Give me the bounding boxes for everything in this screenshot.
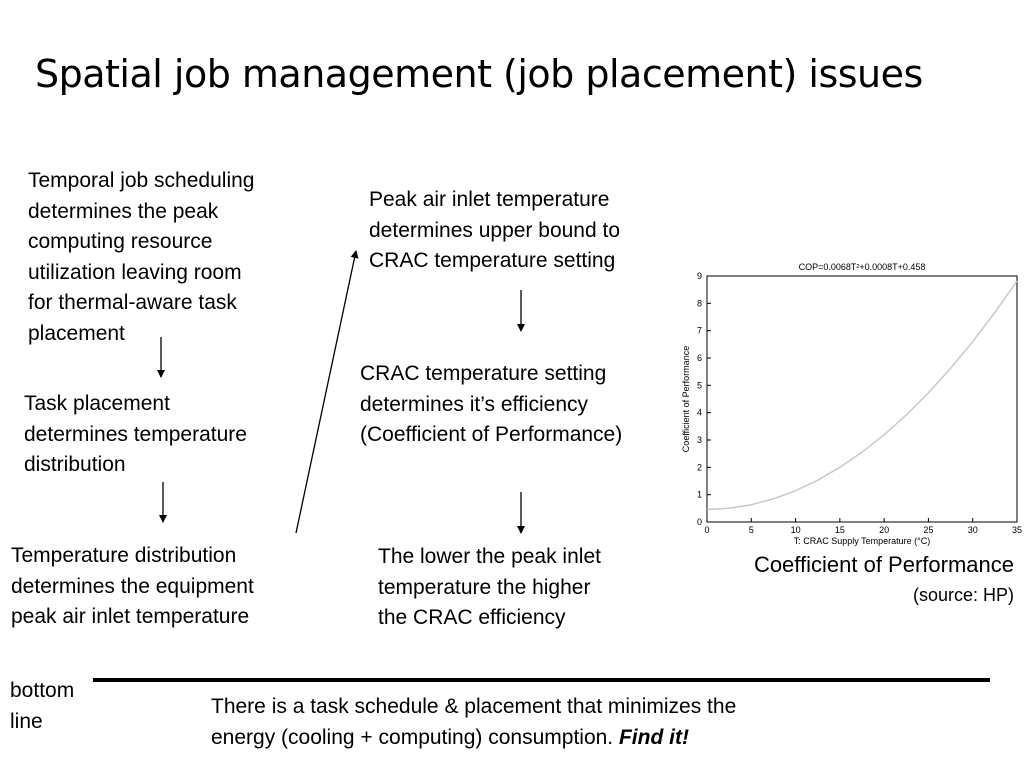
bottom-label-line: line [10, 710, 43, 733]
y-tick-label: 7 [696, 325, 702, 336]
cop-series-line [707, 281, 1017, 509]
text-line: (Coefficient of Performance) [360, 423, 623, 446]
text-line: determines the equipment [11, 574, 254, 598]
y-tick-label: 8 [696, 298, 702, 309]
bottom-line-label [10, 675, 74, 737]
y-tick-label: 9 [696, 271, 702, 281]
text-line: determines upper bound to [369, 218, 621, 242]
y-axis-label: Coefficient of Performance [681, 345, 691, 453]
find-it-emphasis: Find it! [618, 726, 689, 749]
bottom-line-text [211, 691, 736, 753]
slide-title: Spatial job management (job placement) issues [35, 52, 923, 96]
text-line: Temporal job scheduling [28, 169, 255, 192]
y-tick-label: 2 [696, 462, 702, 473]
text-line: distribution [24, 453, 126, 476]
text-line: The lower the peak inlet [378, 545, 601, 568]
text-line: Task placement [24, 392, 170, 415]
bottom-text-line: There is a task schedule & placement that minimizes the [211, 695, 737, 718]
x-tick-label: 0 [704, 525, 710, 535]
y-tick-label: 0 [696, 517, 702, 527]
chart-title: COP=0.0068T²+0.0008T+0.458 [798, 262, 926, 272]
chart-caption: Coefficient of Performance [753, 552, 1014, 577]
cop-chart [672, 256, 1022, 551]
text-line: CRAC temperature setting [360, 362, 607, 385]
text-line: Temperature distribution [11, 544, 237, 567]
plot-frame [707, 276, 1017, 522]
text-line: peak air inlet temperature [11, 605, 250, 628]
text-line: Peak air inlet temperature [369, 188, 610, 211]
text-line: utilization leaving room [28, 260, 242, 284]
bottom-label-line: bottom [10, 679, 75, 702]
y-tick-label: 1 [696, 489, 702, 500]
bottom-text-prefix: energy (cooling + computing) consumption. [211, 726, 619, 749]
text-line: CRAC temperature setting [369, 249, 616, 272]
x-tick-label: 25 [923, 525, 934, 535]
x-tick-label: 30 [967, 525, 978, 535]
text-line: placement [28, 321, 125, 345]
text-line: determines the peak [28, 199, 219, 223]
x-tick-label: 10 [790, 525, 801, 535]
x-tick-label: 20 [879, 525, 890, 535]
chart-source: (source: HP) [912, 585, 1014, 605]
text-line: temperature the higher [378, 575, 591, 599]
x-axis-label: T: CRAC Supply Temperature (°C) [793, 536, 931, 546]
arrow-diagonal-up [296, 251, 356, 533]
x-tick-label: 15 [834, 525, 845, 535]
y-tick-label: 3 [696, 435, 702, 445]
text-line: for thermal-aware task [28, 291, 237, 314]
x-tick-label: 35 [1011, 525, 1022, 535]
bottom-text-line-2 [211, 722, 736, 753]
y-tick-label: 5 [696, 380, 702, 391]
text-line: the CRAC efficiency [378, 606, 566, 629]
text-line: computing resource [28, 230, 213, 253]
text-line: determines temperature [24, 422, 247, 446]
y-tick-label: 4 [696, 407, 702, 418]
y-tick-label: 6 [696, 353, 702, 363]
horizontal-rule [93, 678, 990, 682]
text-line: determines it’s efficiency [360, 392, 588, 416]
x-tick-label: 5 [748, 525, 754, 535]
